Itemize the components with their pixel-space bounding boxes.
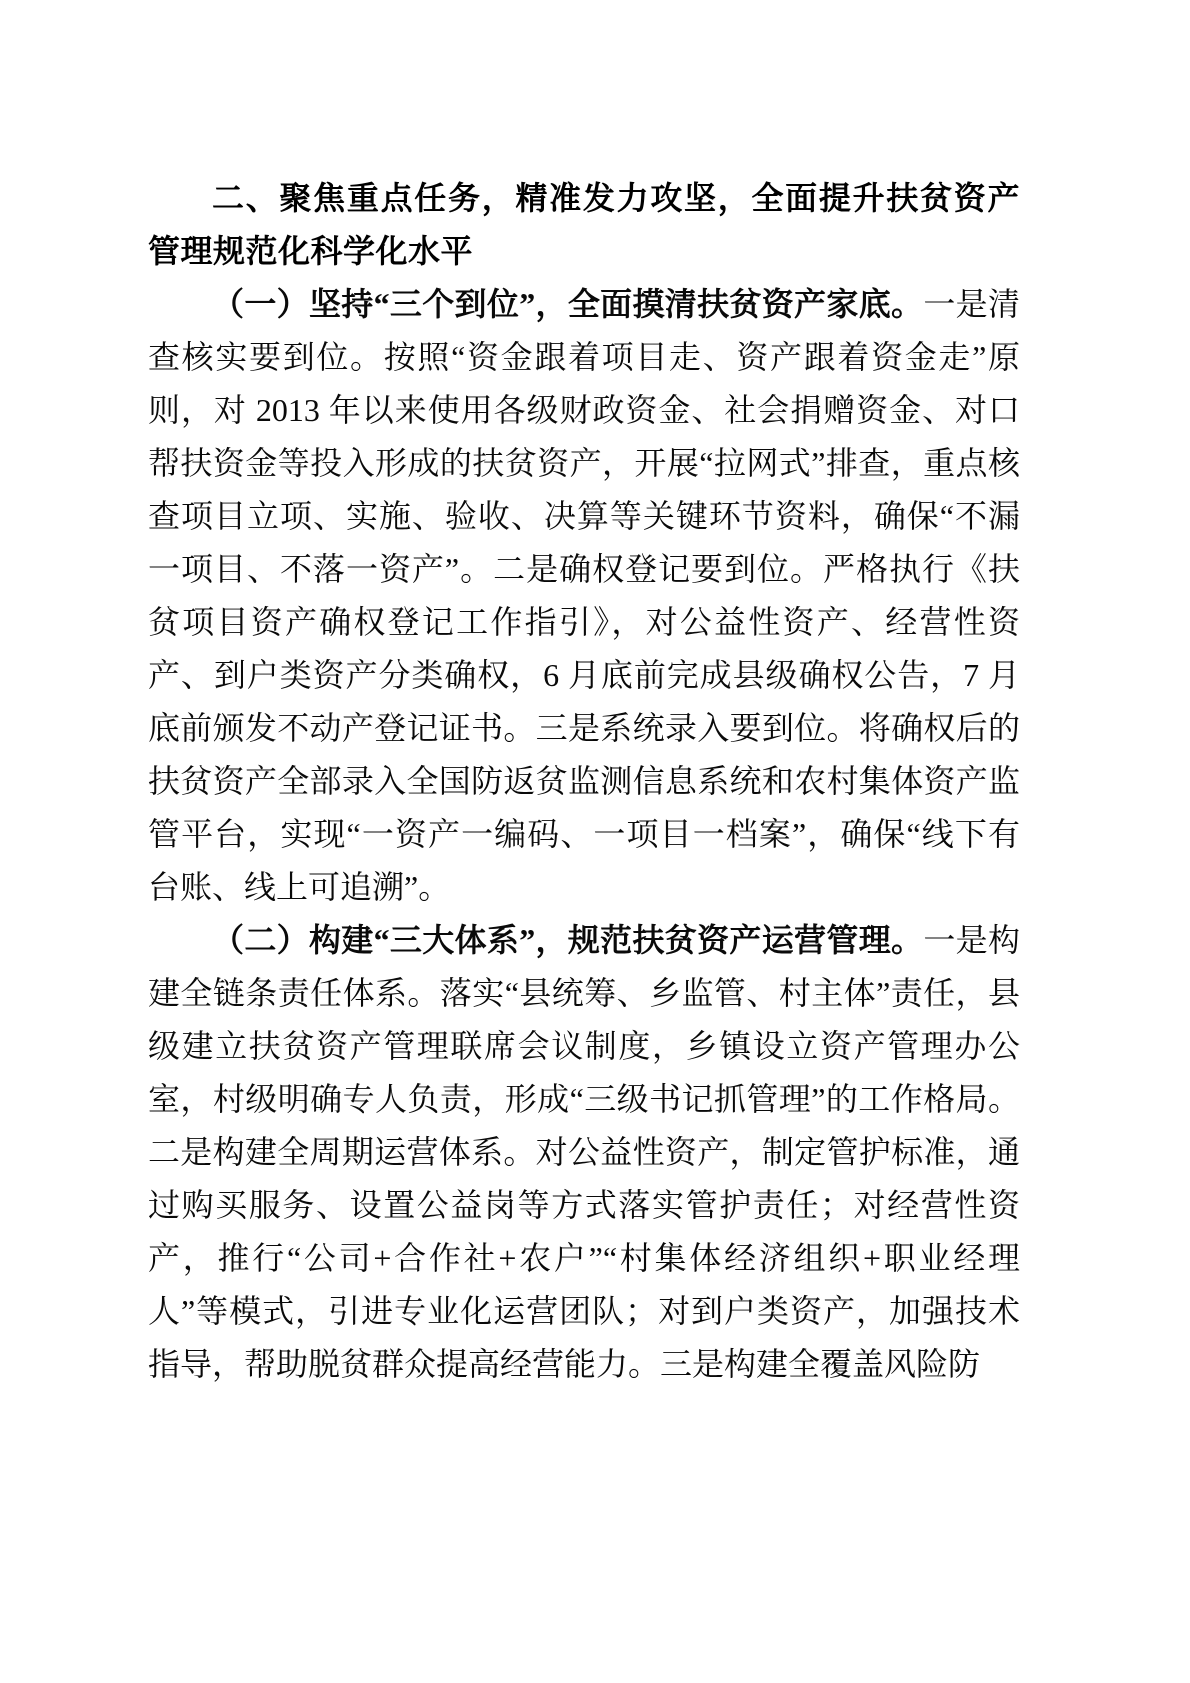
section-heading: 二、聚焦重点任务，精准发力攻坚，全面提升扶贫资产管理规范化科学化水平: [148, 180, 1020, 269]
paragraph-two: [148, 914, 1020, 1391]
paragraph-one: [148, 278, 1020, 914]
paragraph-two-body: 一是构建全链条责任体系。落实“县统筹、乡监管、村主体”责任，县级建立扶贫资产管理联席会议制度，乡镇设立资产管理办公室，村级明确专人负责，形成“三级书记抓管理”的工作格局。二是构建全周期运营体系。对公益性资产，制定管护标准，通过购买服务、设置公益岗等方式落实管护责任；对经营性资产，推行“公司+合作社+农户”“村集体经济组织+职业经理人”等模式，引进专业化运营团队；对到户类资产，加强技术指导，帮助脱贫群众提高经营能力。三是构建全覆盖风险防: [148, 922, 1020, 1382]
document-content: [148, 172, 1020, 1391]
paragraph-one-body: 一是清查核实要到位。按照“资金跟着项目走、资产跟着资金走”原则，对 2013 年以来使用各级财政资金、社会捐赠资金、对口帮扶资金等投入形成的扶贫资产，开展“拉网式”排查，重点核查项目立项、实施、验收、决算等关键环节资料，确保“不漏一项目、不落一资产”。二是确权登记要到位。严格执行《扶贫项目资产确权登记工作指引》，对公益性资产、经营性资产、到户类资产分类确权，6 月底前完成县级确权公告，7 月底前颁发不动产登记证书。三是系统录入要到位。将确权后的扶贫资产全部录入全国防返贫监测信息系统和农村集体资产监管平台，实现“一资产一编码、一项目一档案”，确保“线下有台账、线上可追溯”。: [148, 286, 1020, 905]
paragraph-one-lead: （一）坚持“三个到位”，全面摸清扶贫资产家底。: [212, 286, 924, 322]
paragraph-two-lead: （二）构建“三大体系”，规范扶贫资产运营管理。: [212, 922, 924, 958]
